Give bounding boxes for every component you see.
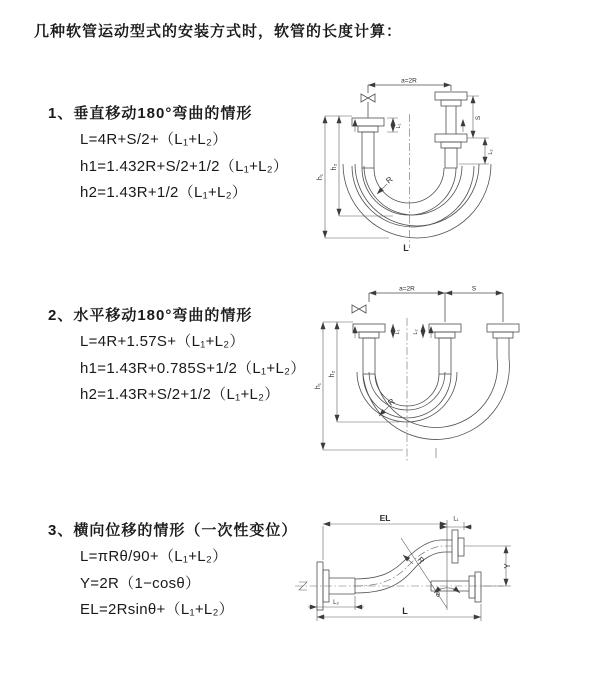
page-title: 几种软管运动型式的安装方式时，软管的长度计算： [34,23,403,40]
dim-l [317,604,481,621]
dim-label-l2: L₂ [333,600,339,606]
dim-label-h1: h₁ [315,382,322,390]
dim-label-a2r: a=2R [399,285,415,293]
dim-label-l1: L₁ [396,123,402,129]
section-vertical-180 [48,101,288,207]
right-pipe-assembly [435,92,467,168]
hose-u-bend [343,164,491,238]
dim-el [323,513,447,560]
diagram-lateral-displacement [293,498,595,654]
dim-label-r: R [384,174,395,186]
dim-label-s: S [475,115,482,121]
formula-L-2: L=4R+1.57S+（L₁+L₂） [80,333,245,350]
movement-arrows [353,119,466,132]
dim-label-a2r: a=2R [401,77,417,85]
formula-EL-3: EL=2Rsinθ+（L₁+L₂） [80,601,234,618]
dim-l2 [413,324,426,338]
formula-h2-2: h2=1.43R+S/2+1/2（L₁+L₂） [80,386,280,403]
dim-a2r-s [369,286,503,323]
formula-L-1: L=4R+S/2+（L₁+L₂） [80,131,228,148]
upper-flange-assembly [452,530,464,563]
dim-label-l2: L₂ [488,149,494,155]
diagram-vertical-180 [303,72,595,268]
dim-l1 [387,118,402,132]
dim-label-l1: L₁ [395,329,401,335]
dim-label-l: L [402,606,408,616]
valve-icon [352,305,366,313]
dim-label-l: L [403,243,409,253]
dim-l2 [308,596,364,610]
dim-y [464,546,512,586]
dim-h2 [329,322,399,422]
dim-a2r [368,78,451,94]
dim-label-r: R [386,396,397,408]
right-pipe-assembly [487,324,519,346]
section-1-heading: 1、垂直移动180°弯曲的情形 [48,105,253,122]
formula-Y-3: Y=2R（1−cosθ） [80,574,201,592]
formula-h1-1: h1=1.432R+S/2+1/2（L₁+L₂） [80,157,289,175]
section-lateral-displacement [48,518,297,624]
valve-icon [361,94,375,118]
dim-label-h1: h₁ [317,173,324,181]
left-pipe-assembly [353,324,385,374]
diagram-horizontal-180 [303,280,595,472]
hose-u-bend-pos2 [363,346,509,439]
dim-label-h2: h₂ [329,370,336,378]
dim-label-s: S [471,285,477,293]
dim-label-l1: L₁ [453,516,459,523]
dim-label-el: EL [379,513,391,523]
dim-label-r: R [415,555,427,566]
middle-pipe-assembly [429,324,461,374]
radius-callout [377,397,396,418]
dim-label-l2: L₂ [413,329,419,335]
formula-h1-2: h1=1.43R+0.785S+1/2（L₁+L₂） [80,359,306,377]
dim-label-theta: θ [436,592,440,599]
dim-l1 [391,324,402,338]
formula-L-3: L=πRθ/90+（L₁+L₂） [80,548,228,565]
hose-s-curve [355,540,452,593]
dim-label-h2: h₂ [331,163,338,171]
angle-construction [401,520,462,610]
formula-h2-1: h2=1.43R+1/2（L₁+L₂） [80,184,248,201]
dim-label-y: Y [503,563,512,569]
dim-s [467,96,489,138]
section-horizontal-180 [48,303,306,409]
section-2-heading: 2、水平移动180°弯曲的情形 [48,307,253,324]
section-3-heading: 3、横向位移的情形（一次性变位） [48,522,298,539]
